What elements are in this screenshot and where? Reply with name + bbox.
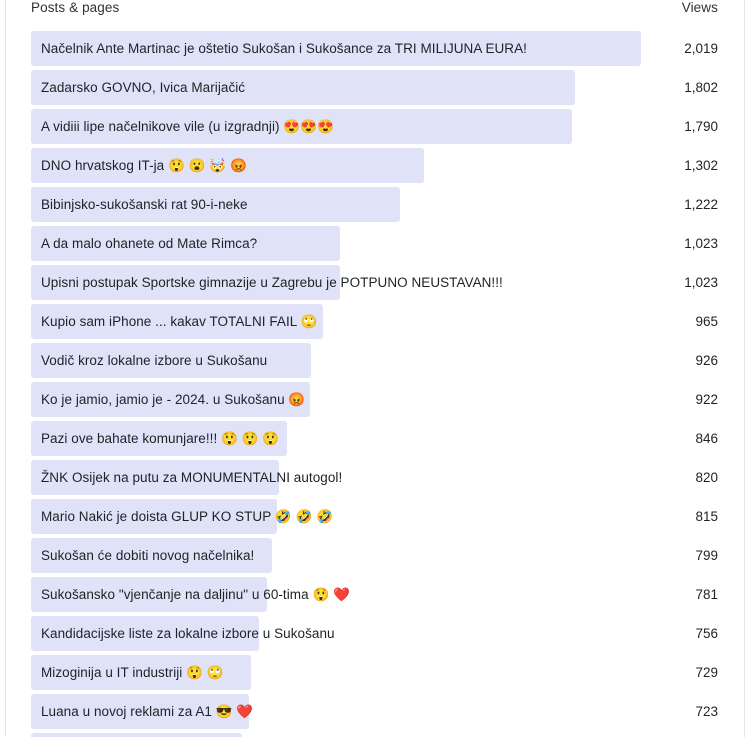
post-title[interactable]: Luana u novoj reklami za A1 😎 ❤️: [41, 704, 254, 719]
post-title[interactable]: Sukošan će dobiti novog načelnika!: [41, 548, 255, 563]
post-views-count: 820: [695, 470, 718, 485]
post-views-count: 1,302: [684, 158, 718, 173]
post-title[interactable]: Sukošansko "vjenčanje na daljinu" u 60-tima 😲 ❤️: [41, 587, 350, 602]
post-views-count: 723: [695, 704, 718, 719]
table-row[interactable]: [0, 381, 749, 420]
post-title[interactable]: A vidiii lipe načelnikove vile (u izgradnji) 😍😍😍: [41, 119, 334, 134]
post-title[interactable]: ŽNK Osijek na putu za MONUMENTALNI autogol!: [41, 470, 343, 485]
table-row[interactable]: [0, 225, 749, 264]
post-views-count: 926: [695, 353, 718, 368]
post-title[interactable]: Kupio sam iPhone ... kakav TOTALNI FAIL 🙄: [41, 314, 318, 329]
table-row[interactable]: [0, 498, 749, 537]
post-views-count: 815: [695, 509, 718, 524]
table-row[interactable]: [0, 459, 749, 498]
post-title[interactable]: Zadarsko GOVNO, Ivica Marijačić: [41, 80, 246, 95]
table-header: [0, 0, 749, 20]
table-row[interactable]: [0, 420, 749, 459]
table-row[interactable]: [0, 303, 749, 342]
post-title[interactable]: Načelnik Ante Martinac je oštetio Sukošan i Sukošance za TRI MILIJUNA EURA!: [41, 41, 527, 56]
post-views-count: 846: [695, 431, 718, 446]
post-views-count: 2,019: [684, 41, 718, 56]
table-row[interactable]: [0, 615, 749, 654]
post-title[interactable]: Upisni postupak Sportske gimnazije u Zagrebu je POTPUNO NEUSTAVAN!!!: [41, 275, 503, 290]
table-row[interactable]: [0, 576, 749, 615]
post-views-count: 1,023: [684, 236, 718, 251]
table-row[interactable]: [0, 147, 749, 186]
post-views-count: 922: [695, 392, 718, 407]
table-row[interactable]: [0, 732, 749, 737]
post-views-count: 965: [695, 314, 718, 329]
post-views-count: 1,023: [684, 275, 718, 290]
post-views-count: 781: [695, 587, 718, 602]
table-row[interactable]: [0, 264, 749, 303]
views-bar: [31, 733, 242, 737]
post-title[interactable]: Bibinjsko-sukošanski rat 90-i-neke: [41, 197, 248, 212]
post-views-count: 799: [695, 548, 718, 563]
column-header-views: Views: [681, 0, 718, 15]
table-row[interactable]: [0, 30, 749, 69]
post-title[interactable]: Mizoginija u IT industriji 😲 🙄: [41, 665, 224, 680]
table-row[interactable]: [0, 654, 749, 693]
post-title[interactable]: A da malo ohanete od Mate Rimca?: [41, 236, 258, 251]
table-row[interactable]: [0, 693, 749, 732]
post-title[interactable]: Vodič kroz lokalne izbore u Sukošanu: [41, 353, 268, 368]
post-views-count: 1,222: [684, 197, 718, 212]
table-row[interactable]: [0, 342, 749, 381]
table-row[interactable]: [0, 108, 749, 147]
table-row[interactable]: [0, 69, 749, 108]
post-title[interactable]: DNO hrvatskog IT-ja 😲 😮 🤯 😡: [41, 158, 247, 173]
post-views-count: 729: [695, 665, 718, 680]
post-views-count: 1,790: [684, 119, 718, 134]
post-title[interactable]: Mario Nakić je doista GLUP KO STUP 🤣 🤣 🤣: [41, 509, 334, 524]
column-header-posts-and-pages: Posts & pages: [31, 0, 120, 15]
post-title[interactable]: Kandidacijske liste za lokalne izbore u Sukošanu: [41, 626, 335, 641]
table-row[interactable]: [0, 186, 749, 225]
table-row[interactable]: [0, 537, 749, 576]
post-title[interactable]: Pazi ove bahate komunjare!!! 😲 😲 😲: [41, 431, 280, 446]
post-title[interactable]: Ko je jamio, jamio je - 2024. u Sukošanu 😡: [41, 392, 306, 407]
posts-list: [0, 30, 749, 737]
post-views-count: 1,802: [684, 80, 718, 95]
post-views-count: 756: [695, 626, 718, 641]
